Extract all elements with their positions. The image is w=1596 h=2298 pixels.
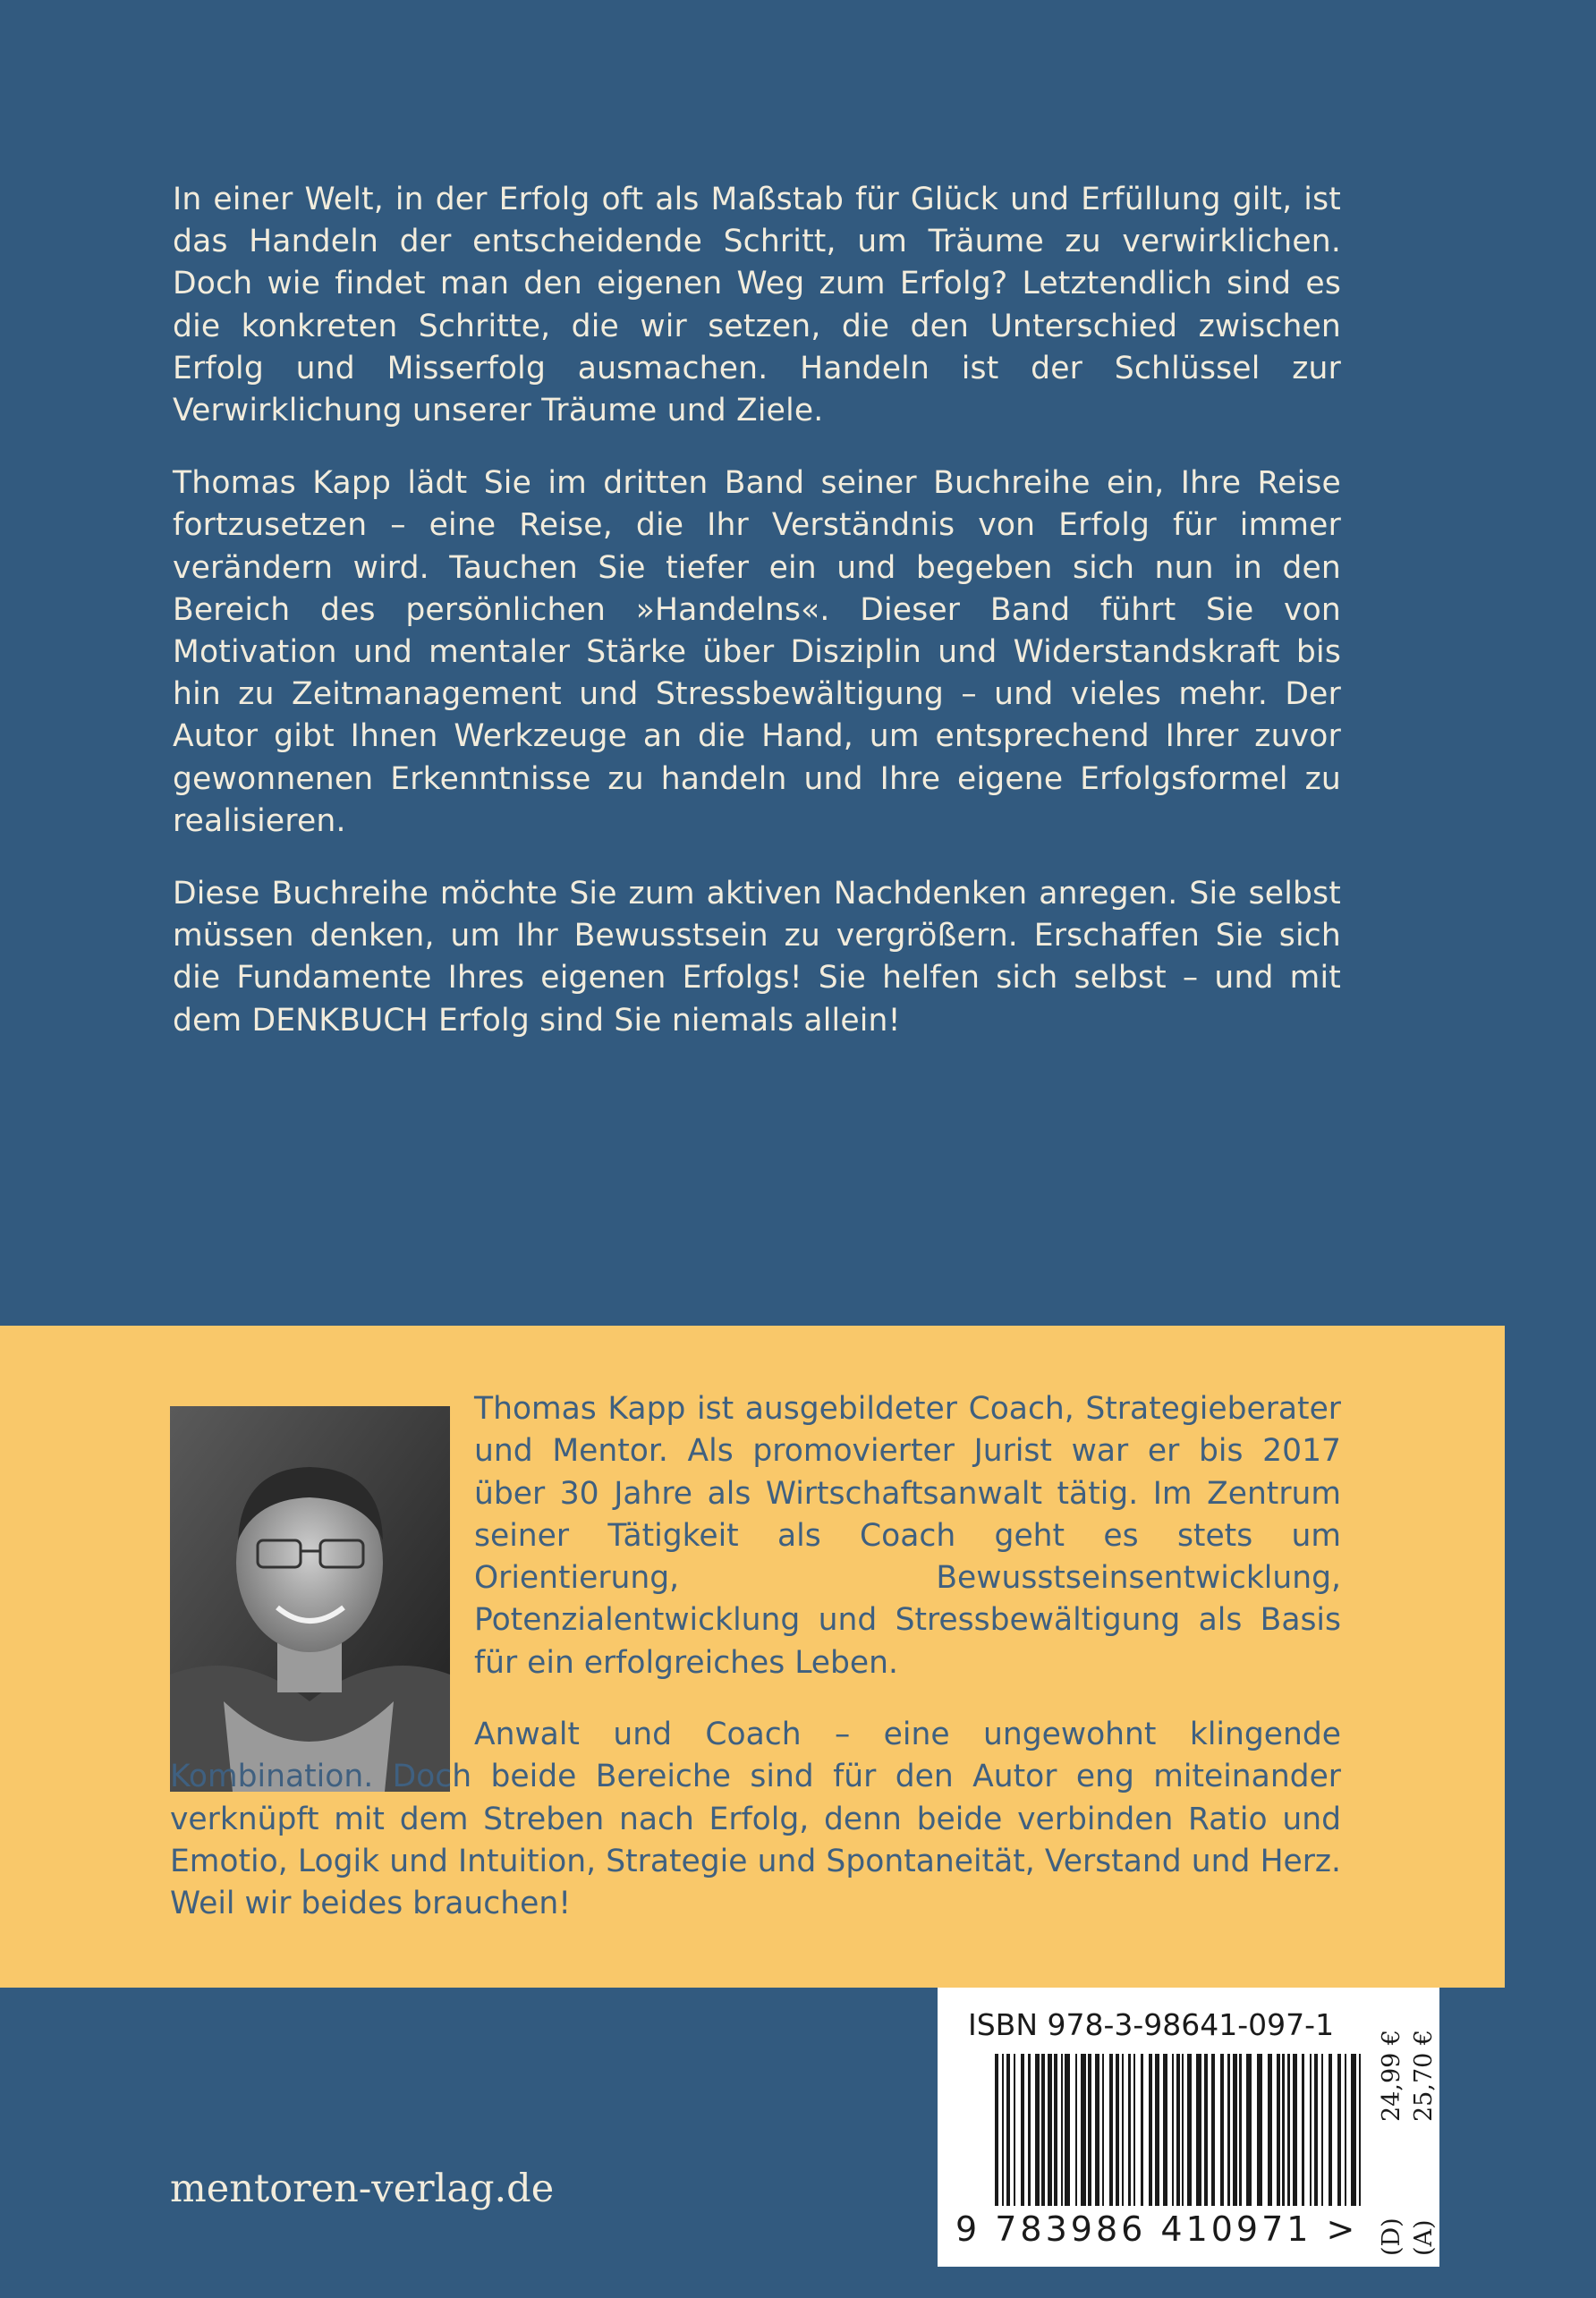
barcode-bar <box>1116 2054 1119 2206</box>
barcode-bar <box>1220 2054 1224 2206</box>
barcode-bar <box>1002 2054 1004 2206</box>
barcode-bar <box>1048 2054 1052 2206</box>
barcode-bar <box>1021 2054 1024 2206</box>
barcode-bar <box>1277 2054 1280 2206</box>
barcode-bar <box>1028 2054 1031 2206</box>
barcode-bar <box>1329 2054 1332 2206</box>
barcode-bar <box>1172 2054 1174 2206</box>
barcode-bar <box>1065 2054 1070 2206</box>
barcode-bar <box>1293 2054 1297 2206</box>
barcode-bar <box>1196 2054 1201 2206</box>
barcode-bar <box>1211 2054 1215 2206</box>
barcode-bar <box>1233 2054 1237 2206</box>
barcode-bar <box>1182 2054 1184 2206</box>
barcode-bar <box>1204 2054 1208 2206</box>
author-paragraph-1: Thomas Kapp ist ausgebildeter Coach, Strategieberater und Mentor. Als promovierter Jurist war er bis 2017 über 30 Jahre als Wirtschaftsanwalt tätig. Im Zentrum seiner Tätigkeit als Coach geht es stets um Orientierung, Bewusstseinsentwicklung, Potenzialentwicklung und Stressbewältigung als Basis für ein erfolgreiches Leben. <box>474 1391 1341 1681</box>
price-at: 25,70 € <box>1410 2029 1438 2122</box>
barcode-bar <box>1088 2054 1091 2206</box>
barcode-digits: 9 783986 410971 > <box>955 2209 1359 2249</box>
barcode-bar <box>1133 2054 1135 2206</box>
barcode-bar <box>1359 2054 1361 2206</box>
author-bio-box <box>0 1326 1505 1988</box>
barcode-bar <box>1149 2054 1152 2206</box>
barcode-bar <box>1041 2054 1045 2206</box>
barcode-bar <box>1102 2054 1104 2206</box>
barcode-bar <box>1227 2054 1230 2206</box>
barcode-bar <box>1054 2054 1057 2206</box>
barcode-bar <box>1176 2054 1180 2206</box>
barcode-bar <box>1337 2054 1341 2206</box>
barcode-bar <box>1035 2054 1040 2206</box>
author-paragraph-2: Anwalt und Coach – eine ungewohnt klingende Kombination. Doch beide Bereiche sind für den Autor eng miteinander verknüpft mit dem Streben nach Erfolg, denn beide verbinden Ratio und Emotio, Logik und Intuition, Strategie und Spontaneität, Verstand und Herz. Weil wir beides brauchen! <box>170 1717 1341 1922</box>
barcode-bar <box>1109 2054 1113 2206</box>
barcode-bar <box>1014 2054 1015 2206</box>
barcode-bar <box>1122 2054 1124 2206</box>
barcode-bar <box>1268 2054 1272 2206</box>
barcode-bar <box>1141 2054 1143 2206</box>
publisher-url: mentoren-verlag.de <box>170 2167 555 2211</box>
barcode-bar <box>1239 2054 1242 2206</box>
barcode-bar <box>1282 2054 1285 2206</box>
barcode-bar <box>1287 2054 1290 2206</box>
cover-blurb <box>173 179 1341 1073</box>
barcode-bar <box>1081 2054 1086 2206</box>
barcode-bar <box>1187 2054 1192 2206</box>
barcode-bar <box>1163 2054 1167 2206</box>
barcode-bar <box>1257 2054 1262 2206</box>
barcode-bar <box>1095 2054 1099 2206</box>
barcode-bar <box>1302 2054 1304 2206</box>
barcode-bar <box>1075 2054 1077 2206</box>
barcode-bar <box>1345 2054 1346 2206</box>
barcode-panel <box>938 1988 1439 2267</box>
price-de: 24,99 € <box>1378 2029 1405 2122</box>
barcode-bar <box>1061 2054 1063 2206</box>
barcode-bar <box>1155 2054 1159 2206</box>
barcode-bar <box>1310 2054 1312 2206</box>
barcode-bar <box>1128 2054 1131 2206</box>
price-at-label: (A) <box>1410 2219 1438 2256</box>
barcode-bar <box>995 2054 998 2206</box>
barcode-bar <box>1351 2054 1356 2206</box>
blurb-paragraph-3: Diese Buchreihe möchte Sie zum aktiven Nachdenken anregen. Sie selbst müssen denken, um Ihr Bewusstsein zu vergrößern. Erschaffen Sie sich die Fundamente Ihres eigenen Erfolgs! Sie helfen sich selbst – und mit dem DENKBUCH Erfolg sind Sie niemals allein! <box>173 876 1341 1039</box>
barcode-bar <box>1006 2054 1010 2206</box>
author-bio <box>170 1388 1341 1955</box>
price-de-label: (D) <box>1378 2217 1405 2256</box>
blurb-paragraph-1: In einer Welt, in der Erfolg oft als Maßstab für Glück und Erfüllung gilt, ist das Handeln der entscheidende Schritt, um Träume zu verwirklichen. Doch wie findet man den eigenen Weg zum Erfolg? Letztendlich sind es die konkreten Schritte, die wir setzen, die den Unterschied zwischen Erfolg und Misserfolg ausmachen. Handeln ist der Schlüssel zur Verwirklichung unserer Träume und Ziele. <box>173 182 1341 429</box>
isbn-label: ISBN 978-3-98641-097-1 <box>968 2007 1335 2042</box>
barcode-bar <box>1314 2054 1318 2206</box>
barcode-bar <box>1321 2054 1323 2206</box>
barcode-bar <box>1246 2054 1252 2206</box>
barcode-icon <box>995 2054 1371 2206</box>
blurb-paragraph-2: Thomas Kapp lädt Sie im dritten Band seiner Buchreihe ein, Ihre Reise fortzusetzen – eine Reise, die Ihr Verständnis von Erfolg für immer verändern wird. Tauchen Sie tiefer ein und begeben sich nun in den Bereich des persönlichen »Handelns«. Dieser Band führt Sie von Motivation und mentaler Stärke über Disziplin und Widerstandskraft bis hin zu Zeitmanagement und Stressbewältigung – und vieles mehr. Der Autor gibt Ihnen Werkzeuge an die Hand, um entsprechend Ihrer zuvor gewonnenen Erkenntnisse zu handeln und Ihre eigene Erfolgsformel zu realisieren. <box>173 465 1341 839</box>
